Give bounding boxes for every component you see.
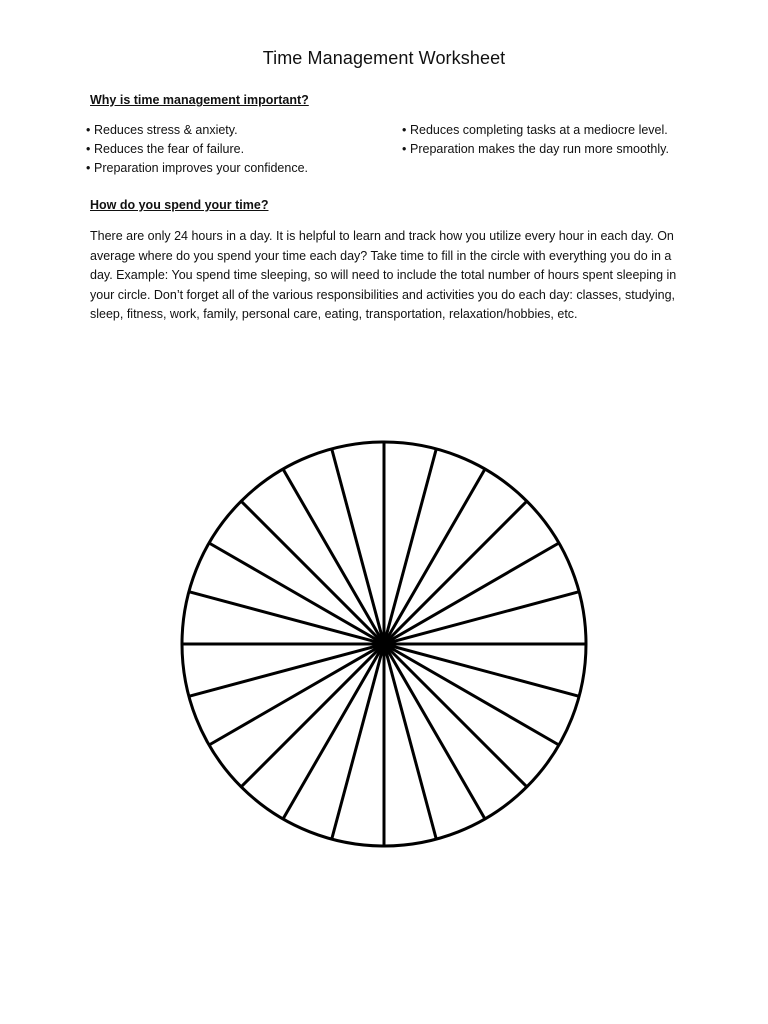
list-item: • Preparation improves your confidence. xyxy=(86,159,308,178)
importance-heading: Why is time management important? xyxy=(90,93,309,107)
importance-right-list xyxy=(402,121,669,159)
wheel-spokes xyxy=(182,442,586,846)
list-item: • Reduces stress & anxiety. xyxy=(86,121,308,140)
list-item: • Preparation makes the day run more smoothly. xyxy=(402,140,669,159)
spend-heading: How do you spend your time? xyxy=(90,198,269,212)
importance-left-list xyxy=(86,121,308,178)
hour-wheel[interactable] xyxy=(178,432,590,856)
wheel-hub xyxy=(380,640,388,648)
instructions-paragraph: There are only 24 hours in a day. It is helpful to learn and track how you utilize every hour in each day. On average where do you spend your time each day? Take time to fill in the circle with everything you do in a day. Example: You spend time sleeping, so will need to include the total number of hours spent sleeping in your circle. Don’t forget all of the various responsibilities and activities you do each day: classes, studying, sleep, fitness, work, family, personal care, eating, transportation, relaxation/hobbies, etc. xyxy=(90,229,677,321)
list-item: • Reduces completing tasks at a mediocre level. xyxy=(402,121,669,140)
page-title: Time Management Worksheet xyxy=(262,48,506,68)
list-item: • Reduces the fear of failure. xyxy=(86,140,308,159)
